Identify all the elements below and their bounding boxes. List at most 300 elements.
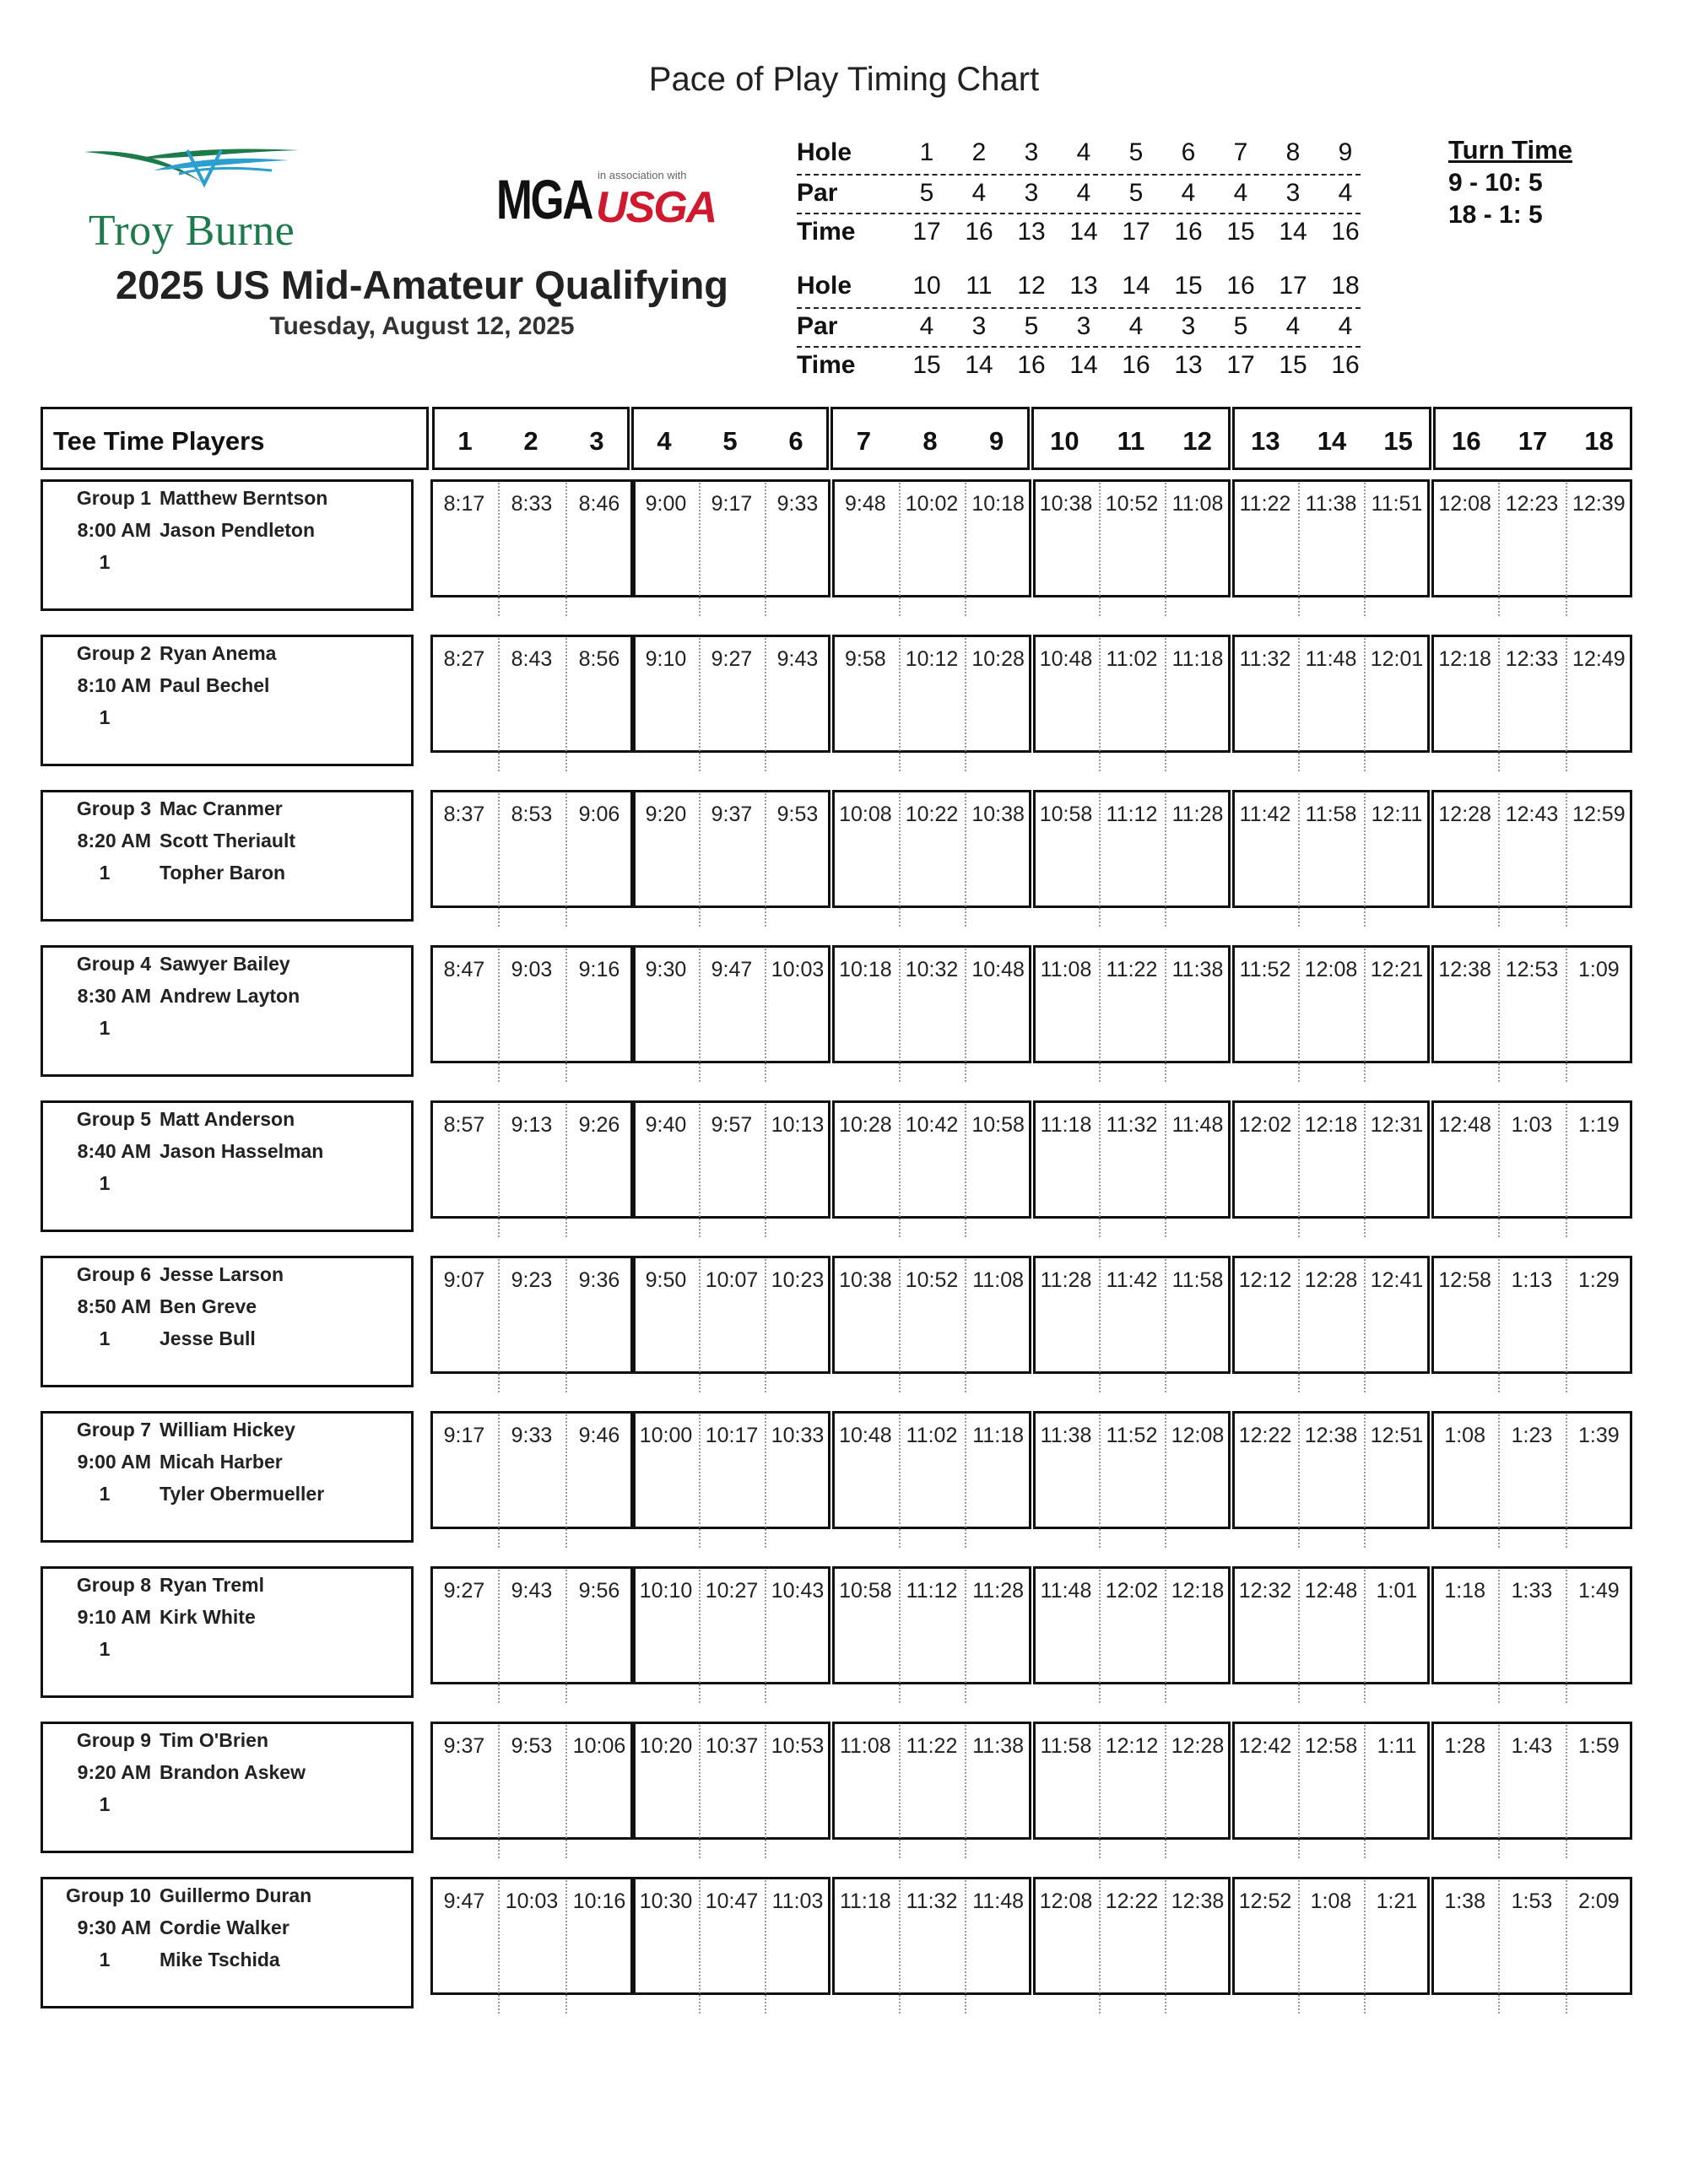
- hole-time-group: [633, 1100, 830, 1219]
- player-name: Sawyer Bailey: [160, 953, 290, 975]
- hole-time-group: [1431, 1100, 1632, 1219]
- hole-time: 11:38: [1040, 1424, 1092, 1447]
- hole-time-group: [1033, 1877, 1231, 1995]
- player-name: Tyler Obermueller: [160, 1483, 325, 1505]
- hole-time: 9:47: [711, 958, 753, 981]
- time-row-cell: 16: [1331, 351, 1360, 379]
- hole-time: 12:59: [1572, 803, 1626, 826]
- hole-time: 12:22: [1105, 1889, 1159, 1913]
- hole-time: 12:48: [1438, 1113, 1491, 1137]
- player-name: Tim O'Brien: [160, 1729, 269, 1751]
- cell-divider: [1165, 638, 1166, 771]
- cell-divider: [1364, 1880, 1366, 2014]
- hole-time: 12:23: [1505, 492, 1559, 516]
- cell-divider: [1364, 1104, 1366, 1237]
- hole-time: 11:08: [972, 1268, 1025, 1292]
- hole-time: 10:06: [572, 1734, 626, 1758]
- hole-time: 12:38: [1304, 1424, 1358, 1447]
- cell-divider: [965, 1725, 966, 1858]
- cell-divider: [1364, 483, 1366, 616]
- hole-row-cell: 15: [1174, 272, 1203, 300]
- player-name: Paul Bechel: [160, 674, 270, 696]
- par-row-cell: 3: [1024, 179, 1039, 207]
- cell-divider: [699, 1570, 701, 1703]
- cell-divider: [1364, 1725, 1366, 1858]
- cell-divider: [1498, 1104, 1500, 1237]
- cell-divider: [565, 483, 567, 616]
- hole-time-group: [1232, 1877, 1430, 1995]
- hole-time-group: [633, 790, 830, 908]
- hole-time: 11:58: [1305, 803, 1357, 826]
- par-row-cell: 5: [919, 179, 934, 207]
- header-hole-number: 14: [1317, 426, 1347, 456]
- par-row-cell: 4: [1076, 179, 1091, 207]
- hole-time-group: [1431, 1722, 1632, 1840]
- hole-time: 8:33: [511, 492, 553, 516]
- hole-time: 12:08: [1039, 1889, 1093, 1913]
- hole-time: 8:27: [443, 647, 485, 671]
- hole-time: 9:37: [443, 1734, 485, 1758]
- start-hole: 1: [99, 862, 111, 884]
- hole-time-group: [832, 1411, 1031, 1529]
- hole-time: 9:40: [645, 1113, 687, 1137]
- header-hole-number: 10: [1050, 426, 1079, 456]
- par-row: [797, 174, 1361, 213]
- time-row: [797, 346, 1361, 385]
- hole-time: 8:43: [511, 647, 553, 671]
- hole-time-group: [1431, 1877, 1632, 1995]
- group-box: [41, 1256, 414, 1387]
- cell-divider: [1298, 638, 1300, 771]
- time-row-cell: 17: [1122, 218, 1150, 246]
- hole-row-cell: 7: [1233, 138, 1248, 166]
- back-nine-table: [797, 268, 1361, 385]
- group-box: [41, 635, 414, 766]
- hole-time: 9:43: [776, 647, 819, 671]
- time-row-cell: 16: [1122, 351, 1150, 379]
- player-name: Guillermo Duran: [160, 1884, 312, 1906]
- tee-time: 8:10 AM: [77, 674, 151, 696]
- hole-time: 11:58: [1040, 1734, 1092, 1758]
- hole-time: 12:38: [1438, 958, 1491, 981]
- start-hole: 1: [99, 1638, 111, 1660]
- cell-divider: [498, 1414, 500, 1548]
- hole-time: 8:17: [443, 492, 485, 516]
- turn-time-line: 9 - 10: 5: [1448, 169, 1543, 197]
- cell-divider: [565, 1725, 567, 1858]
- hole-time: 12:08: [1304, 958, 1358, 981]
- hole-time: 10:47: [705, 1889, 759, 1913]
- hole-time: 12:58: [1304, 1734, 1358, 1758]
- cell-divider: [498, 1725, 500, 1858]
- cell-divider: [965, 1570, 966, 1703]
- hole-time: 1:23: [1511, 1424, 1553, 1447]
- hole-time: 11:48: [1040, 1579, 1092, 1603]
- hole-time: 1:39: [1577, 1424, 1620, 1447]
- cell-divider: [1298, 1880, 1300, 2014]
- hole-time: 9:56: [578, 1579, 620, 1603]
- hole-time: 11:08: [1171, 492, 1224, 516]
- cell-divider: [765, 1414, 766, 1548]
- start-hole: 1: [99, 1483, 111, 1505]
- hole-time-group: [633, 1256, 830, 1374]
- cell-divider: [965, 1104, 966, 1237]
- tee-time: 9:30 AM: [77, 1916, 151, 1938]
- tee-time: 9:00 AM: [77, 1451, 151, 1473]
- hole-time: 12:28: [1304, 1268, 1358, 1292]
- cell-divider: [1099, 1570, 1101, 1703]
- tee-time: 8:00 AM: [77, 519, 151, 541]
- cell-divider: [765, 949, 766, 1082]
- start-hole: 1: [99, 1172, 111, 1194]
- cell-divider: [699, 638, 701, 771]
- cell-divider: [1566, 1570, 1567, 1703]
- hole-time: 8:53: [511, 803, 553, 826]
- hole-time-group: [1232, 1722, 1430, 1840]
- hole-time: 11:48: [972, 1889, 1025, 1913]
- event-title: 2025 US Mid-Amateur Qualifying: [115, 262, 729, 307]
- hole-time-group: [633, 1877, 830, 1995]
- group-label: Group 7: [76, 1419, 151, 1441]
- cell-divider: [1498, 1725, 1500, 1858]
- hole-row-label: Hole: [797, 272, 852, 300]
- hole-time-group: [1033, 635, 1231, 753]
- hole-row-cell: 9: [1338, 138, 1353, 166]
- time-row-cell: 16: [1174, 218, 1203, 246]
- hole-time: 12:31: [1370, 1113, 1424, 1137]
- par-row-cell: 3: [971, 312, 987, 340]
- hole-time: 9:58: [845, 647, 886, 671]
- hole-time: 12:41: [1370, 1268, 1424, 1292]
- par-row-cell: 3: [1285, 179, 1301, 207]
- cell-divider: [498, 949, 500, 1082]
- start-hole: 1: [99, 1017, 111, 1039]
- cell-divider: [899, 793, 901, 927]
- time-row-cell: 16: [1017, 351, 1046, 379]
- par-row: [797, 307, 1361, 346]
- hole-time-group: [430, 1722, 633, 1840]
- hole-time-group: [430, 790, 633, 908]
- hole-time-group: [1431, 635, 1632, 753]
- header-hole-number: 1: [457, 426, 473, 456]
- cell-divider: [1099, 949, 1101, 1082]
- cell-divider: [965, 1880, 966, 2014]
- hole-time: 11:22: [1106, 958, 1158, 981]
- cell-divider: [565, 793, 567, 927]
- cell-divider: [1364, 1414, 1366, 1548]
- hole-time: 1:28: [1444, 1734, 1485, 1758]
- hole-time: 9:13: [511, 1113, 553, 1137]
- hole-time: 1:59: [1577, 1734, 1620, 1758]
- cell-divider: [565, 1104, 567, 1237]
- hole-time: 9:20: [645, 803, 687, 826]
- hole-time: 10:02: [905, 492, 959, 516]
- hole-time: 1:09: [1577, 958, 1620, 981]
- cell-divider: [1099, 1880, 1101, 2014]
- hole-time-group: [832, 1566, 1031, 1684]
- header-hole-number: 3: [589, 426, 604, 456]
- cell-divider: [498, 1570, 500, 1703]
- cell-divider: [498, 638, 500, 771]
- hole-time: 1:03: [1511, 1113, 1553, 1137]
- cell-divider: [565, 1570, 567, 1703]
- hole-time: 12:22: [1238, 1424, 1292, 1447]
- player-name: Ryan Anema: [160, 642, 277, 664]
- hole-time: 9:17: [443, 1424, 485, 1447]
- hole-time: 12:53: [1505, 958, 1559, 981]
- hole-time: 1:19: [1577, 1113, 1620, 1137]
- cell-divider: [565, 638, 567, 771]
- cell-divider: [1099, 1725, 1101, 1858]
- start-hole: 1: [99, 1793, 111, 1815]
- hole-time-group: [1033, 945, 1231, 1063]
- usga-logo: USGA: [596, 183, 717, 232]
- hole-time-group: [1033, 1100, 1231, 1219]
- start-hole: 1: [99, 706, 111, 728]
- hole-time: 11:38: [1305, 492, 1357, 516]
- cell-divider: [699, 1880, 701, 2014]
- cell-divider: [1298, 793, 1300, 927]
- hole-time: 12:02: [1238, 1113, 1292, 1137]
- hole-time-group: [430, 1100, 633, 1219]
- cell-divider: [765, 1259, 766, 1392]
- group-label: Group 3: [76, 797, 151, 819]
- mga-logo: MGA: [496, 168, 592, 230]
- hole-time: 11:22: [906, 1734, 958, 1758]
- cell-divider: [1498, 1880, 1500, 2014]
- cell-divider: [1298, 1259, 1300, 1392]
- hole-time: 11:32: [1239, 647, 1291, 671]
- hole-time: 11:48: [1171, 1113, 1224, 1137]
- cell-divider: [765, 1570, 766, 1703]
- hole-time: 10:48: [1039, 647, 1093, 671]
- header-hole-group: [1031, 407, 1231, 470]
- hole-time: 10:58: [1039, 803, 1093, 826]
- header-hole-number: 18: [1584, 426, 1614, 456]
- cell-divider: [899, 1880, 901, 2014]
- cell-divider: [965, 638, 966, 771]
- group-label: Group 9: [76, 1729, 151, 1751]
- hole-row-cell: 12: [1017, 272, 1046, 300]
- hole-time: 12:42: [1238, 1734, 1292, 1758]
- hole-time: 10:48: [839, 1424, 892, 1447]
- hole-time: 10:38: [1039, 492, 1093, 516]
- cell-divider: [1099, 483, 1101, 616]
- hole-time-group: [1033, 1722, 1231, 1840]
- hole-time: 9:33: [511, 1424, 553, 1447]
- hole-time: 10:48: [971, 958, 1025, 981]
- hole-time: 11:12: [1106, 803, 1158, 826]
- cell-divider: [498, 1880, 500, 2014]
- hole-time: 1:33: [1511, 1579, 1553, 1603]
- header-hole-number: 9: [989, 426, 1004, 456]
- hole-time: 1:01: [1376, 1579, 1418, 1603]
- cell-divider: [699, 1414, 701, 1548]
- cell-divider: [899, 949, 901, 1082]
- hole-time: 10:32: [905, 958, 959, 981]
- par-row-cell: 5: [1024, 312, 1039, 340]
- hole-time: 10:00: [639, 1424, 693, 1447]
- time-row-cell: 14: [1069, 351, 1098, 379]
- time-row-cell: 13: [1174, 351, 1203, 379]
- hole-time: 10:28: [971, 647, 1025, 671]
- hole-time: 9:27: [711, 647, 753, 671]
- hole-time: 11:18: [1171, 647, 1224, 671]
- start-hole: 1: [99, 1327, 111, 1349]
- tee-time: 9:20 AM: [77, 1761, 151, 1783]
- hole-time: 12:08: [1438, 492, 1491, 516]
- hole-time: 12:18: [1438, 647, 1491, 671]
- player-name: Mac Cranmer: [160, 797, 283, 819]
- group-box: [41, 790, 414, 922]
- player-name: Cordie Walker: [160, 1916, 289, 1938]
- hole-time-group: [430, 1877, 633, 1995]
- hole-time: 11:28: [972, 1579, 1025, 1603]
- hole-time-group: [430, 479, 633, 597]
- hole-row: [797, 268, 1361, 307]
- cell-divider: [1498, 1414, 1500, 1548]
- hole-time: 12:51: [1370, 1424, 1424, 1447]
- hole-time: 12:12: [1238, 1268, 1292, 1292]
- hole-time: 10:53: [771, 1734, 825, 1758]
- hole-time: 10:17: [705, 1424, 759, 1447]
- time-row-cell: 16: [965, 218, 993, 246]
- hole-time: 10:43: [771, 1579, 825, 1603]
- cell-divider: [765, 638, 766, 771]
- cell-divider: [1165, 1880, 1166, 2014]
- tee-time: 8:50 AM: [77, 1295, 151, 1317]
- hole-time: 10:27: [705, 1579, 759, 1603]
- group-label: Group 2: [76, 642, 151, 664]
- hole-time: 12:52: [1238, 1889, 1292, 1913]
- hole-time: 11:18: [972, 1424, 1025, 1447]
- hole-row-cell: 8: [1285, 138, 1301, 166]
- hole-time-group: [1431, 1411, 1632, 1529]
- cell-divider: [965, 1414, 966, 1548]
- player-name: Andrew Layton: [160, 985, 300, 1007]
- cell-divider: [699, 949, 701, 1082]
- cell-divider: [1566, 1104, 1567, 1237]
- header-hole-number: 7: [856, 426, 871, 456]
- hole-time: 9:43: [511, 1579, 553, 1603]
- header-hole-number: 15: [1383, 426, 1413, 456]
- cell-divider: [899, 483, 901, 616]
- hole-time-group: [832, 945, 1031, 1063]
- hole-time: 12:11: [1371, 803, 1423, 826]
- hole-time: 11:12: [906, 1579, 958, 1603]
- cell-divider: [1099, 793, 1101, 927]
- player-name: Ben Greve: [160, 1295, 257, 1317]
- cell-divider: [1165, 949, 1166, 1082]
- player-name: Topher Baron: [160, 862, 286, 884]
- hole-time: 10:16: [572, 1889, 626, 1913]
- hole-time: 12:39: [1572, 492, 1626, 516]
- hole-row-cell: 6: [1181, 138, 1196, 166]
- hole-time: 11:38: [1171, 958, 1224, 981]
- hole-time: 9:33: [776, 492, 819, 516]
- cell-divider: [1165, 1725, 1166, 1858]
- hole-time: 11:32: [906, 1889, 958, 1913]
- par-row-cell: 3: [1076, 312, 1091, 340]
- hole-time: 9:06: [578, 803, 620, 826]
- hole-time: 10:52: [905, 1268, 959, 1292]
- group-box: [41, 479, 414, 611]
- hole-time: 8:37: [443, 803, 485, 826]
- hole-time: 10:30: [639, 1889, 693, 1913]
- hole-time: 11:03: [771, 1889, 824, 1913]
- hole-time: 9:57: [711, 1113, 753, 1137]
- cell-divider: [699, 1104, 701, 1237]
- hole-time-group: [1033, 1566, 1231, 1684]
- cell-divider: [1165, 1414, 1166, 1548]
- header-hole-number: 4: [657, 426, 672, 456]
- header-hole-number: 11: [1117, 426, 1145, 456]
- cell-divider: [1298, 1725, 1300, 1858]
- hole-time-group: [430, 1256, 633, 1374]
- hole-time-group: [430, 1566, 633, 1684]
- time-row-cell: 17: [1226, 351, 1255, 379]
- hole-time: 10:23: [771, 1268, 825, 1292]
- hole-time: 10:18: [971, 492, 1025, 516]
- hole-time: 9:50: [645, 1268, 687, 1292]
- hole-time-group: [832, 479, 1031, 597]
- cell-divider: [498, 1259, 500, 1392]
- par-row-cell: 4: [1338, 312, 1353, 340]
- usga-assoc-text: in association with: [598, 169, 687, 181]
- time-row-cell: 15: [1279, 351, 1307, 379]
- hole-time: 12:28: [1438, 803, 1491, 826]
- cell-divider: [899, 1570, 901, 1703]
- hole-time: 11:52: [1106, 1424, 1158, 1447]
- hole-time: 12:33: [1505, 647, 1559, 671]
- cell-divider: [765, 1104, 766, 1237]
- hole-time: 9:53: [776, 803, 819, 826]
- turn-time: [1448, 135, 1572, 230]
- group-box: [41, 1877, 414, 2008]
- hole-time-group: [1033, 479, 1231, 597]
- cell-divider: [1165, 483, 1166, 616]
- cell-divider: [1498, 483, 1500, 616]
- cell-divider: [965, 949, 966, 1082]
- cell-divider: [498, 793, 500, 927]
- time-row-cell: 16: [1331, 218, 1360, 246]
- group-label: Group 1: [76, 487, 151, 509]
- group-label: Group 6: [76, 1263, 151, 1285]
- header-hole-number: 6: [788, 426, 803, 456]
- hole-time-group: [633, 479, 830, 597]
- group-box: [41, 1411, 414, 1543]
- hole-time: 11:38: [972, 1734, 1025, 1758]
- cell-divider: [965, 1259, 966, 1392]
- cell-divider: [765, 483, 766, 616]
- header-hole-number: 8: [922, 426, 938, 456]
- hole-time: 9:37: [711, 803, 753, 826]
- par-row-cell: 4: [1338, 179, 1353, 207]
- front-nine-table: [797, 135, 1361, 251]
- cell-divider: [1566, 1259, 1567, 1392]
- hole-time-group: [430, 945, 633, 1063]
- player-name: Jesse Bull: [160, 1327, 256, 1349]
- hole-time: 9:48: [845, 492, 886, 516]
- hole-row-cell: 18: [1331, 272, 1360, 300]
- hole-time: 1:21: [1376, 1889, 1418, 1913]
- hole-time: 8:57: [443, 1113, 485, 1137]
- player-name: Mike Tschida: [160, 1949, 280, 1970]
- start-hole: 1: [99, 551, 111, 573]
- hole-time-group: [1431, 1256, 1632, 1374]
- cell-divider: [565, 1414, 567, 1548]
- cell-divider: [1498, 1259, 1500, 1392]
